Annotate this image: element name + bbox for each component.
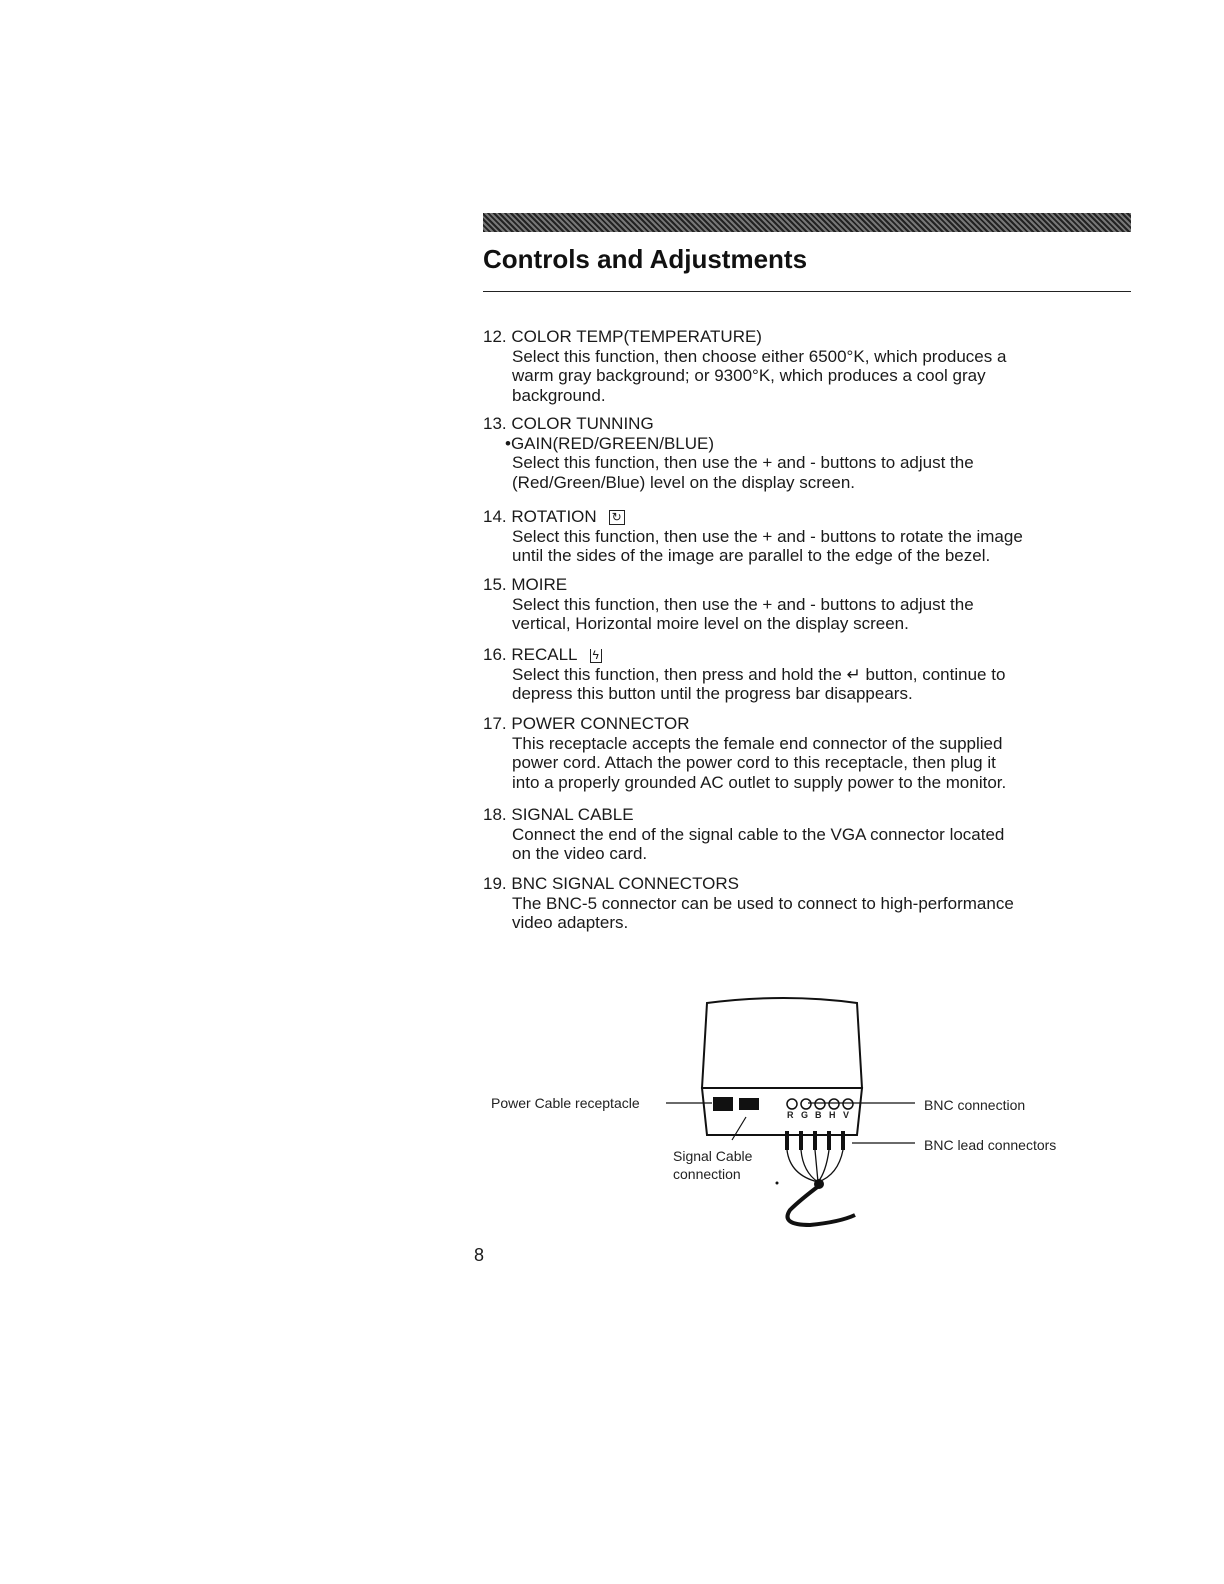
bnc-letter: V (843, 1110, 850, 1120)
item-text: background. (512, 385, 606, 405)
item-text: vertical, Horizontal moire level on the display screen. (512, 614, 909, 633)
signal-cable-label: Signal Cable (673, 1148, 753, 1164)
item-text: depress this button until the progress bar disappears. (512, 684, 913, 703)
page-title: Controls and Adjustments (483, 244, 808, 274)
item-text: Select this function, then use the + and - buttons to adjust the (512, 453, 974, 472)
page-number: 8 (474, 1245, 485, 1265)
bnc-ports (787, 1099, 853, 1109)
item-text: Select this function, then choose either 6500°K, which produces a (512, 346, 1007, 366)
bnc-letter: R (787, 1110, 794, 1120)
item-text: video adapters. (512, 913, 629, 932)
item-heading: 16. RECALL (483, 645, 578, 664)
item-text: Select this function, then use the + and - buttons to adjust the (512, 594, 974, 614)
item-subheading: •GAIN(RED/GREEN/BLUE) (505, 433, 715, 453)
item-heading: 19. BNC SIGNAL CONNECTORS (483, 874, 740, 893)
power-cable-label: Power Cable receptacle (491, 1095, 640, 1111)
item-text: The BNC-5 connector can be used to connect to high-performance (512, 893, 1014, 913)
signal-cable-label-2: connection (673, 1166, 741, 1182)
power-receptacle-icon (713, 1097, 733, 1111)
monitor-screen (702, 998, 862, 1088)
item-heading: 12. COLOR TEMP(TEMPERATURE) (483, 327, 762, 346)
recall-icon: ϟ (590, 649, 602, 663)
item-text: Select this function, then use the + and - buttons to rotate the image (512, 526, 1023, 546)
bnc-letter: G (801, 1110, 809, 1120)
bnc-letter: H (829, 1110, 836, 1120)
item-text: Connect the end of the signal cable to the VGA connector located (512, 824, 1005, 844)
item-text: until the sides of the image are parallel to the edge of the bezel. (512, 546, 991, 565)
rotation-icon: ↻ (609, 510, 625, 525)
signal-connector-icon (739, 1098, 759, 1110)
item-text: power cord. Attach the power cord to this receptacle, then plug it (512, 753, 996, 772)
item-heading: 15. MOIRE (483, 575, 568, 594)
item-heading: 13. COLOR TUNNING (483, 414, 654, 433)
item-text: This receptacle accepts the female end connector of the supplied (512, 733, 1003, 753)
item-heading: 18. SIGNAL CABLE (483, 805, 634, 824)
item-text: on the video card. (512, 844, 648, 863)
item-text: warm gray background; or 9300°K, which produces a cool gray (512, 366, 986, 385)
bnc-connection-label: BNC connection (924, 1097, 1026, 1113)
item-text: Select this function, then press and hold the ↵ button, continue to (512, 664, 1006, 684)
bnc-letter: B (815, 1110, 822, 1120)
item-text: (Red/Green/Blue) level on the display screen. (512, 472, 856, 492)
item-text: into a properly grounded AC outlet to supply power to the monitor. (512, 772, 1007, 792)
bnc-lead-label: BNC lead connectors (924, 1137, 1057, 1153)
bnc-letters (787, 1110, 857, 1120)
item-heading: 17. POWER CONNECTOR (483, 714, 690, 733)
bnc-lead-connectors (787, 1131, 843, 1150)
item-heading: 14. ROTATION (483, 507, 597, 526)
